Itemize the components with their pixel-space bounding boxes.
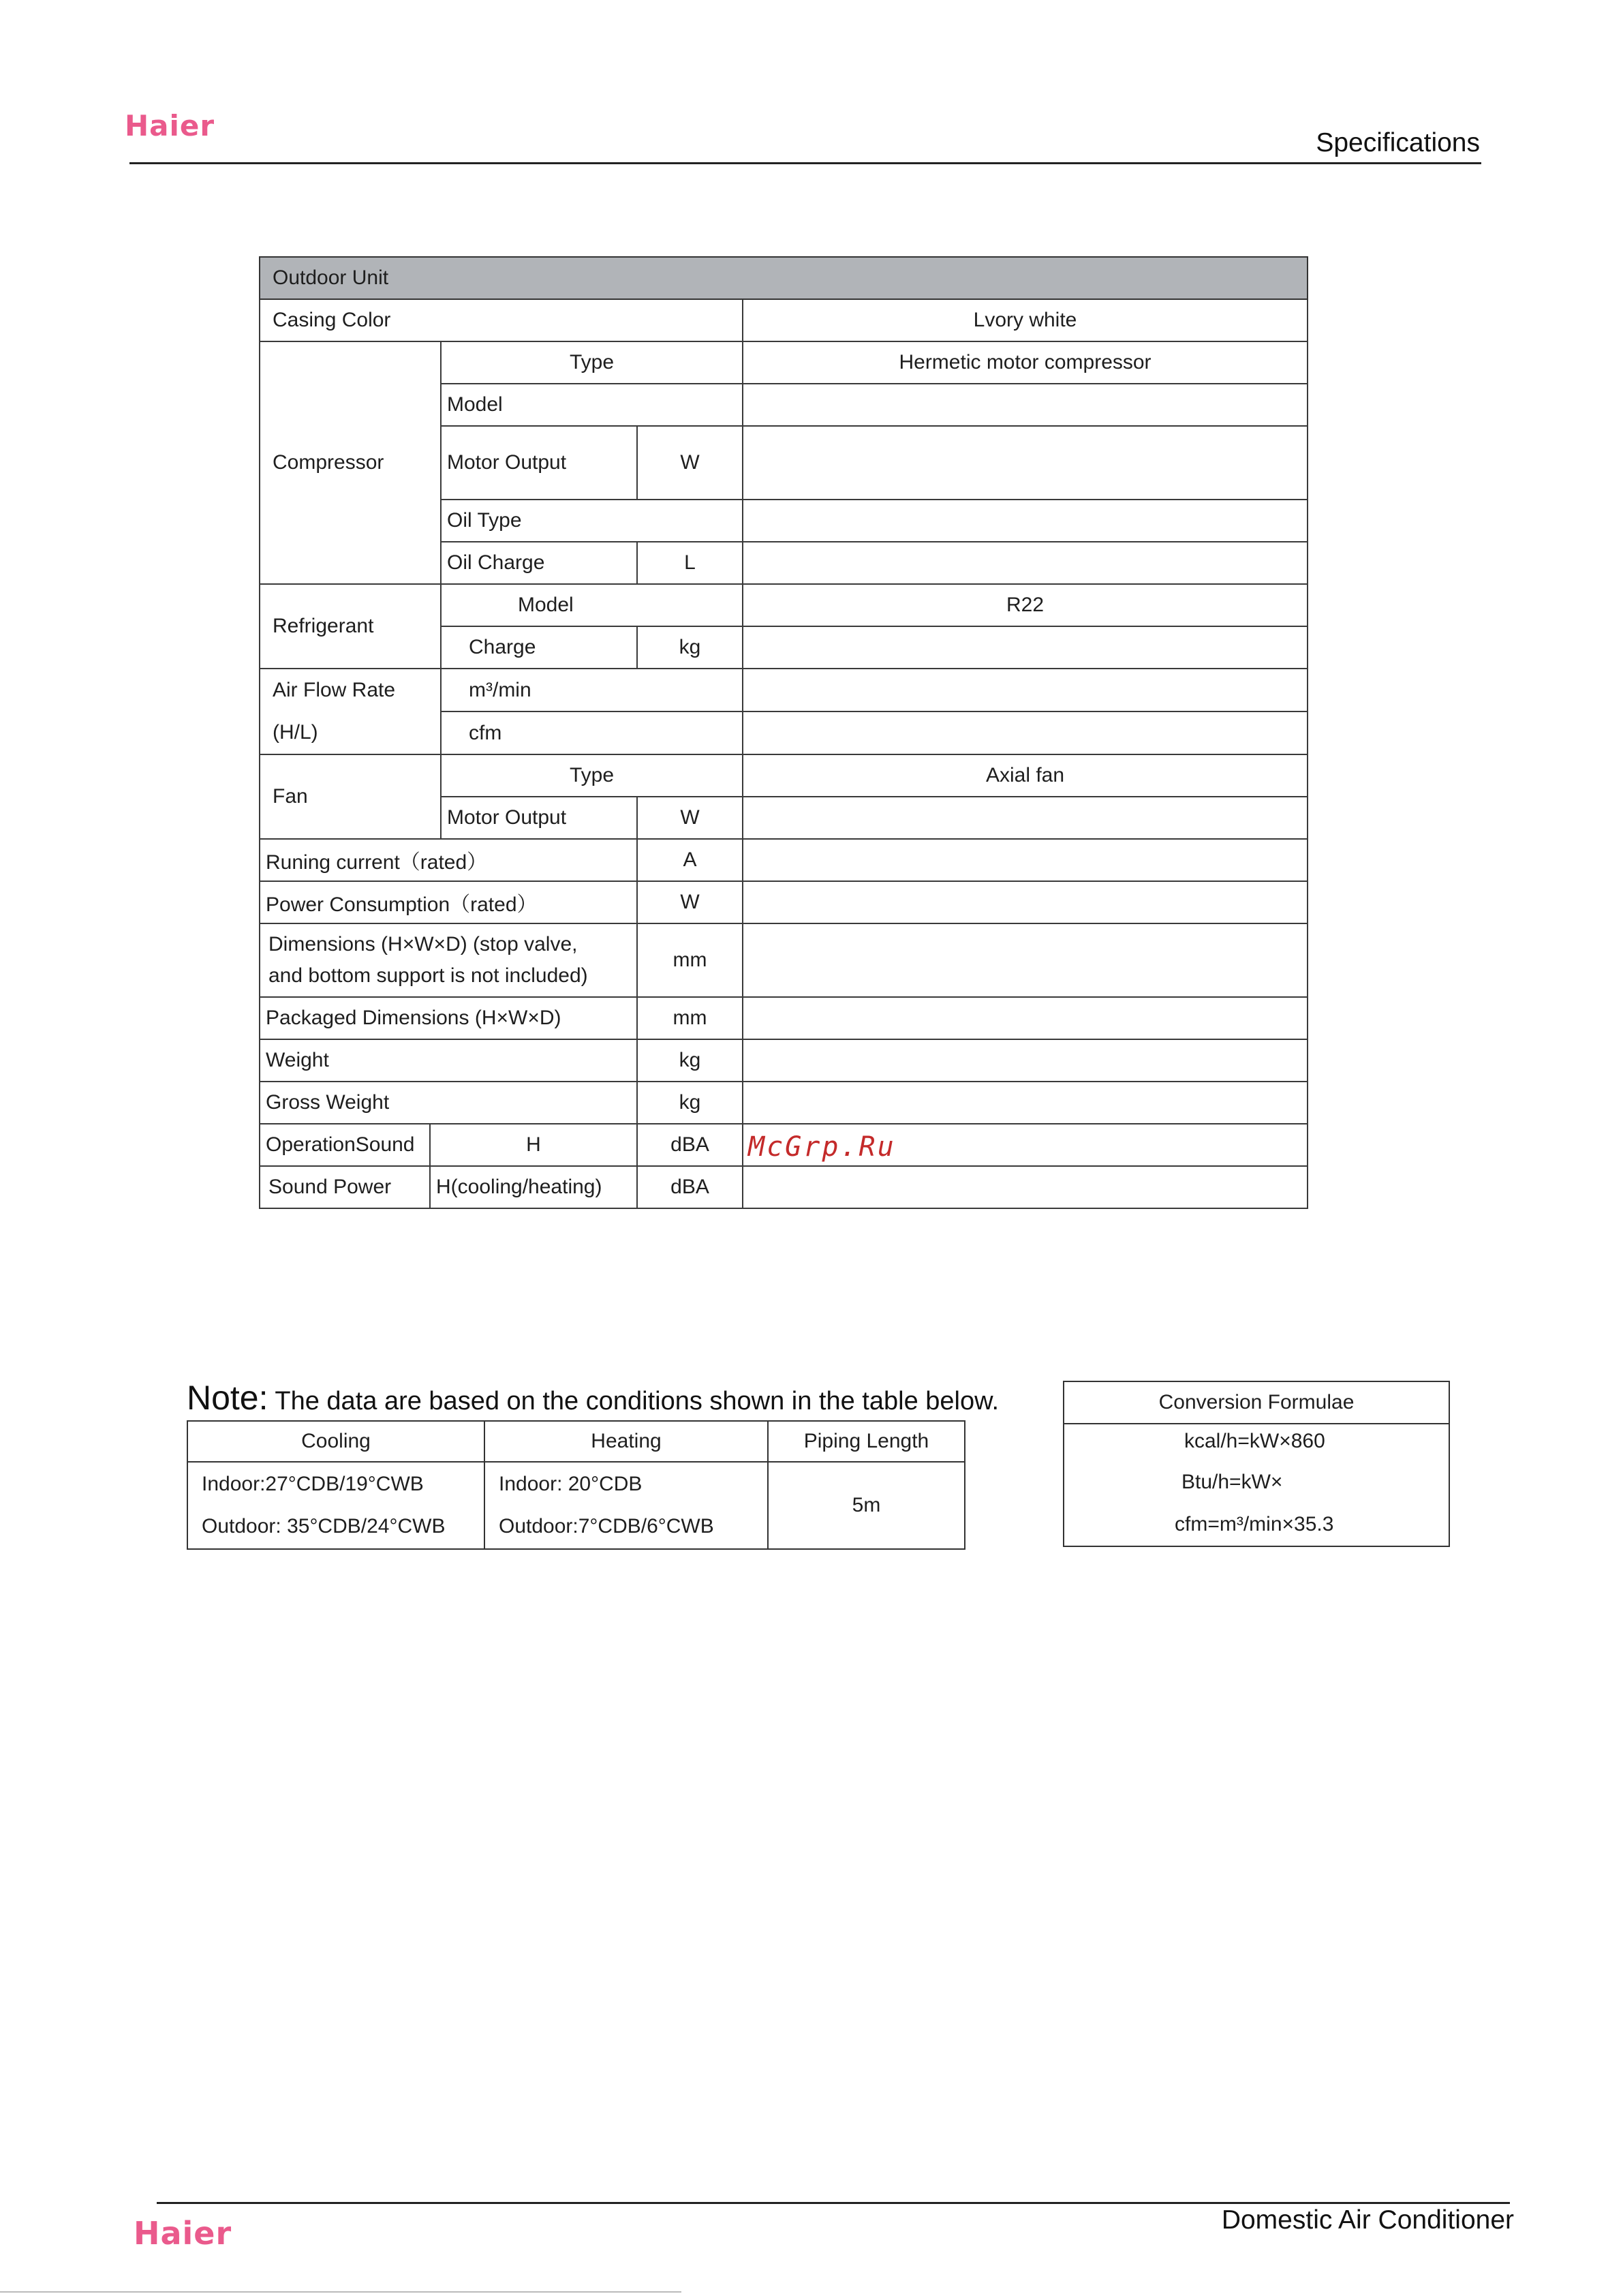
refrigerant-charge-value [743,626,1308,669]
spec-row-packaged-dimensions [260,997,1308,1039]
refrigerant-model-value: R22 [743,584,1308,626]
conditions-value-row [187,1462,965,1549]
fan-motor-output-unit: W [637,797,743,839]
spec-row-power-consumption [260,881,1308,923]
footer-title: Domestic Air Conditioner [1221,2205,1514,2235]
weight-label: Weight [260,1039,637,1082]
packaged-dimensions-label: Packaged Dimensions (H×W×D) [260,997,637,1039]
air-flow-value-m3 [743,669,1308,711]
compressor-motor-output-unit: W [637,426,743,500]
fan-motor-output-label: Motor Output [441,797,637,839]
air-flow-label-line2: (H/L) [273,721,318,744]
oil-type-label: Oil Type [441,500,743,542]
refrigerant-charge-label: Charge [441,626,637,669]
oil-charge-label: Oil Charge [441,542,637,584]
conditions-header-row [187,1421,965,1462]
refrigerant-charge-unit: kg [637,626,743,669]
running-current-value [743,839,1308,881]
fan-type-value: Axial fan [743,754,1308,797]
air-flow-label [260,669,441,754]
operation-sound-cell [260,1124,637,1166]
power-consumption-value [743,881,1308,923]
spec-header-row [260,257,1308,299]
operation-sound-mode: H [526,1133,541,1156]
oil-charge-value [743,542,1308,584]
sound-power-cell [260,1166,637,1208]
sound-power-mode: H(cooling/heating) [436,1176,602,1198]
heating-outdoor: Outdoor:7°CDB/6°CWB [499,1515,714,1537]
compressor-motor-output-value [743,426,1308,500]
conversion-line-cfm: cfm=m³/min×35.3 [1175,1513,1334,1535]
conversion-line-btu: Btu/h=kW× [1181,1471,1283,1493]
air-flow-unit-cfm: cfm [441,711,743,754]
spec-row-fan-type [260,754,1308,797]
heating-indoor: Indoor: 20°CDB [499,1473,643,1495]
power-consumption-label: Power Consumption（rated） [260,881,637,923]
outdoor-unit-header: Outdoor Unit [260,257,1308,299]
refrigerant-model-label: Model [441,584,743,626]
compressor-label: Compressor [260,341,441,584]
note-label: Note: [187,1379,268,1417]
spec-row-refrigerant-model [260,584,1308,626]
dimensions-label-line1: Dimensions (H×W×D) (stop valve, [268,933,578,955]
compressor-type-label: Type [441,341,743,384]
dimensions-unit: mm [637,923,743,997]
haier-logo-top: Haier [125,109,215,142]
operation-sound-unit: dBA [637,1124,743,1166]
dimensions-label-line2: and bottom support is not included) [268,964,588,987]
conversion-title: Conversion Formulae [1064,1382,1449,1424]
footer-divider [157,2202,1510,2204]
scan-edge-line [0,2291,681,2293]
haier-logo-bottom: Haier [134,2215,232,2252]
spec-row-sound-power [260,1166,1308,1208]
air-flow-unit-m3: m³/min [441,669,743,711]
cooling-indoor: Indoor:27°CDB/19°CWB [202,1473,424,1495]
casing-color-label: Casing Color [260,299,743,341]
power-consumption-unit: W [637,881,743,923]
spec-row-weight [260,1039,1308,1082]
spec-row-air-flow-m3 [260,669,1308,711]
weight-unit: kg [637,1039,743,1082]
packaged-dimensions-unit: mm [637,997,743,1039]
dimensions-label [260,923,637,997]
sound-power-value [743,1166,1308,1208]
oil-charge-unit: L [637,542,743,584]
note [187,1378,999,1418]
air-flow-value-cfm [743,711,1308,754]
operation-sound-label: OperationSound [260,1124,431,1165]
gross-weight-label: Gross Weight [260,1082,637,1124]
gross-weight-value [743,1082,1308,1124]
piping-length-value: 5m [768,1462,965,1549]
conditions-table [187,1420,965,1550]
running-current-label: Runing current（rated） [260,839,637,881]
piping-length-header: Piping Length [768,1421,965,1462]
spec-row-compressor-type [260,341,1308,384]
header-divider [129,162,1481,164]
spec-row-running-current [260,839,1308,881]
packaged-dimensions-value [743,997,1308,1039]
note-text: The data are based on the conditions shown in the table below. [275,1387,1000,1415]
compressor-type-value: Hermetic motor compressor [743,341,1308,384]
air-flow-label-line1: Air Flow Rate [273,679,396,701]
sound-power-label: Sound Power [260,1167,431,1208]
compressor-model-value [743,384,1308,426]
gross-weight-unit: kg [637,1082,743,1124]
running-current-unit: A [637,839,743,881]
spec-row-dimensions [260,923,1308,997]
outdoor-unit-spec-table [259,256,1308,1209]
sound-power-unit: dBA [637,1166,743,1208]
fan-motor-output-value [743,797,1308,839]
spec-row-casing-color [260,299,1308,341]
heating-conditions [484,1462,768,1549]
conversion-formulae-box [1063,1381,1450,1547]
conversion-line-kcal: kcal/h=kW×860 [1184,1430,1325,1452]
weight-value [743,1039,1308,1082]
fan-label: Fan [260,754,441,839]
section-title: Specifications [1316,128,1480,157]
cooling-header: Cooling [187,1421,484,1462]
watermark: McGrp.Ru [748,1131,896,1163]
compressor-model-label: Model [441,384,743,426]
oil-type-value [743,500,1308,542]
dimensions-value [743,923,1308,997]
fan-type-label: Type [441,754,743,797]
refrigerant-label: Refrigerant [260,584,441,669]
heating-header: Heating [484,1421,768,1462]
cooling-outdoor: Outdoor: 35°CDB/24°CWB [202,1515,446,1537]
cooling-conditions [187,1462,484,1549]
spec-row-gross-weight [260,1082,1308,1124]
casing-color-value: Lvory white [743,299,1308,341]
compressor-motor-output-label: Motor Output [441,426,637,500]
